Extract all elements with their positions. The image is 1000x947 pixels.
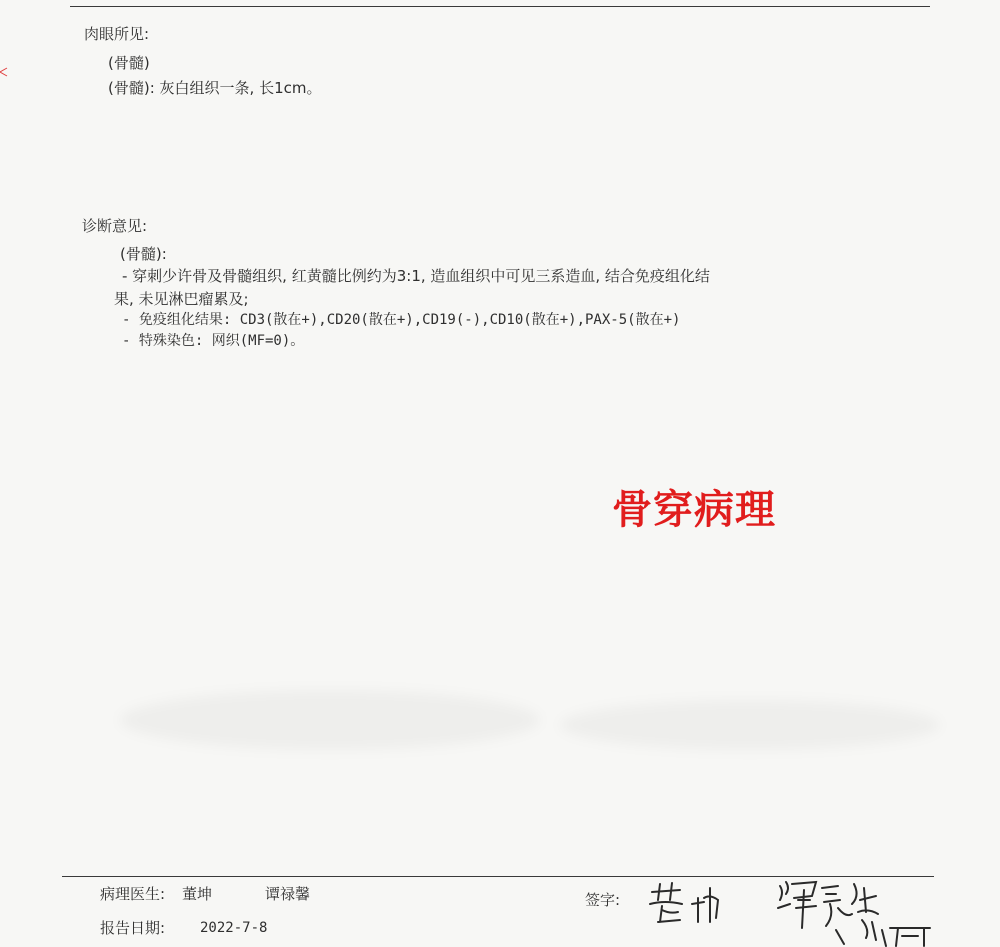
- diagnosis-heading: 诊断意见:: [82, 217, 148, 235]
- signature-label: 签字:: [585, 891, 621, 909]
- doctors-label: 病理医生:: [100, 885, 166, 903]
- scan-smudge: [120, 690, 540, 750]
- diagnosis-item-2: - 免疫组化结果: CD3(散在+),CD20(散在+),CD19(-),CD10(散在+),PAX-5(散在+): [122, 312, 681, 328]
- diagnosis-item-1b: 果, 未见淋巴瘤累及;: [114, 290, 249, 308]
- top-rule: [70, 6, 930, 7]
- footer-rule: [62, 876, 934, 877]
- gross-line-2: (骨髓): 灰白组织一条, 长1cm。: [108, 79, 322, 97]
- report-date-value: 2022-7-8: [200, 920, 268, 936]
- handwritten-signature-icon: [640, 878, 940, 947]
- doctor-name-1: 董坤: [182, 885, 213, 903]
- report-date-label: 报告日期:: [100, 919, 166, 937]
- gross-heading: 肉眼所见:: [84, 25, 150, 43]
- diagnosis-item-3: - 特殊染色: 网织(MF=0)。: [122, 333, 305, 349]
- gross-line-1: (骨髓): [108, 54, 150, 72]
- doctor-name-2: 谭禄馨: [265, 885, 311, 903]
- edge-mark-icon: [0, 62, 8, 82]
- overlay-label: 骨穿病理: [612, 487, 776, 533]
- diagnosis-specimen: (骨髓):: [120, 245, 167, 263]
- scan-smudge: [560, 700, 940, 750]
- diagnosis-item-1a: - 穿刺少许骨及骨髓组织, 红黄髓比例约为3:1, 造血组织中可见三系造血, 结合免疫组化结: [122, 267, 710, 285]
